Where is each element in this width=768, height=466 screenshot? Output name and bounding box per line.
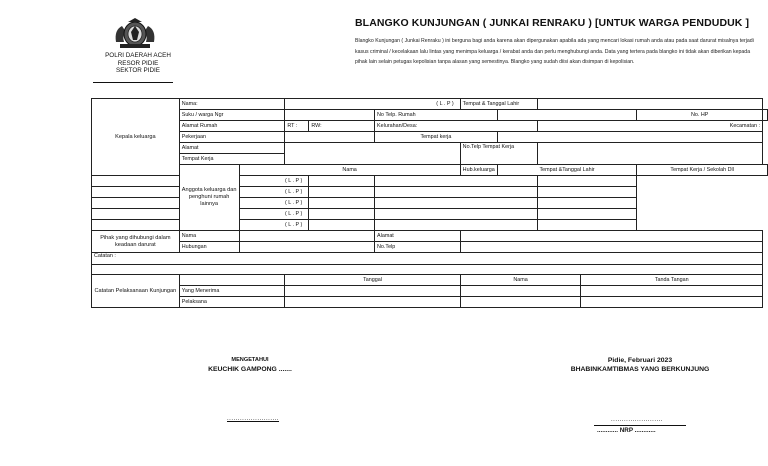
field-anggota-nama[interactable]: [92, 176, 309, 187]
field-anggota-nama[interactable]: [92, 220, 309, 231]
field-alamat-kerja[interactable]: [285, 143, 460, 165]
field-pekerjaan[interactable]: [285, 132, 375, 143]
sex-mark: ( L . P ): [284, 222, 303, 228]
section-kontak-darurat: Pihak yang dihubungi dalam keadaan darurat: [92, 231, 180, 253]
label-alamat-kerja: Alamat: [179, 143, 285, 154]
sex-mark: ( L . P ): [284, 189, 303, 195]
field-tempat-kerja[interactable]: [497, 132, 762, 143]
row-yang-menerima: [92, 286, 768, 297]
field-ttd-pelaksana[interactable]: [581, 297, 763, 308]
row-pekerjaan: [92, 132, 768, 143]
field-ttd-menerima[interactable]: [581, 286, 763, 297]
header-ttl: Tempat &Tanggal Lahir: [497, 165, 637, 176]
row-catatan-space: [92, 265, 768, 275]
field-anggota-ttl[interactable]: [375, 198, 538, 209]
field-anggota-kerja[interactable]: [537, 209, 637, 220]
field-suku[interactable]: [285, 110, 375, 121]
label-telp-kerja: No.Telp Tempat Kerja: [460, 143, 537, 165]
signature-left-line[interactable]: ........................: [227, 416, 280, 422]
label-catatan: Catatan :: [92, 253, 763, 265]
label-pelaksana: Pelaksana: [179, 297, 285, 308]
org-underline: [93, 82, 173, 83]
field-nama-menerima[interactable]: [460, 286, 581, 297]
label-yang-menerima: Yang Menerima: [179, 286, 285, 297]
section-kepala-keluarga: Kepala keluarga: [92, 99, 180, 176]
field-anggota-nama[interactable]: [92, 209, 309, 220]
field-anggota-ttl[interactable]: [375, 209, 538, 220]
keuchik-label: KEUCHIK GAMPONG .......: [208, 366, 292, 373]
field-ttl[interactable]: [537, 99, 762, 110]
sex-mark: ( L . P ): [284, 178, 303, 184]
field-anggota-kerja[interactable]: [537, 220, 637, 231]
field-anggota-kerja[interactable]: [537, 198, 637, 209]
sex-mark: ( L . P ): [436, 101, 454, 107]
label-suku: Suku / warga Ngr: [179, 110, 285, 121]
field-anggota-kerja[interactable]: [537, 187, 637, 198]
field-nama[interactable]: [285, 99, 460, 110]
intro-paragraph: Blangko Kunjungan ( Junkai Renraku ) ini berguna bagi anda karena akan dipergunakan apabila ada yang mencari lokasi rumah anda atau pada saat darurat misalnya terjadi kasus criminal / kecelakaan lalu lintas yang menimpa keluarga / kerabat anda dan perlu menghubungi anda. Data yang tertera pada blangko ini tidak akan diberikan kepada pihak lain selain petugas kepolisian tanpa alasan yang semestinya. Blangko yang sudah diisi akan disimpan di kepolisian.: [355, 38, 754, 65]
row-catatan: [92, 253, 768, 265]
field-tanggal-pelaksana[interactable]: [285, 297, 460, 308]
field-nama-pelaksana[interactable]: [460, 297, 581, 308]
field-telp-kerja[interactable]: [537, 143, 762, 165]
row-suku: [92, 110, 768, 121]
row-alamat-rumah: [92, 121, 768, 132]
police-emblem-logo: [112, 18, 158, 50]
label-rt: RT :: [285, 121, 309, 132]
header-tanggal: Tanggal: [285, 275, 460, 286]
field-anggota-hub[interactable]: [309, 209, 375, 220]
header-nama: Nama: [239, 165, 460, 176]
row-alamat-kerja-1: [92, 143, 768, 154]
signature-left-block: [160, 356, 340, 374]
field-tanggal-menerima[interactable]: [285, 286, 460, 297]
label-telp-rumah: No Telp. Rumah: [375, 110, 498, 121]
org-line: RESOR PIDIE: [117, 59, 159, 67]
label-tempat-kerja: Tempat kerja: [375, 132, 498, 143]
organization-block: [82, 52, 194, 75]
section-anggota-keluarga: Anggota keluarga dan penghuni rumah lainnya: [179, 165, 239, 231]
label-darurat-alamat: Alamat: [375, 231, 461, 242]
field-darurat-telp[interactable]: [460, 242, 762, 253]
row-darurat-hubungan: [92, 242, 768, 253]
label-nama: Nama:: [179, 99, 285, 110]
header-hub-keluarga: Hub.keluarga: [460, 165, 497, 176]
row-pelaksana: [92, 297, 768, 308]
section-pelaksanaan: Catatan Pelaksanaan Kunjungan: [92, 275, 180, 308]
place-date-label: Pidie, Februari 2023: [607, 357, 673, 364]
label-darurat-nama: Nama: [179, 231, 239, 242]
field-anggota-hub[interactable]: [309, 220, 375, 231]
row-nama: [92, 99, 768, 110]
sex-mark: ( L . P ): [284, 200, 303, 206]
label-kelurahan: Kelurahan/Desa:: [375, 121, 538, 132]
header-nama-pelaksana: Nama: [460, 275, 581, 286]
signature-right-name[interactable]: ........................: [611, 417, 664, 423]
field-darurat-alamat[interactable]: [460, 231, 762, 242]
label-hp: No. HP: [637, 110, 763, 121]
field-hp[interactable]: [763, 110, 768, 121]
field-anggota-kerja[interactable]: [537, 176, 637, 187]
row-darurat-nama: [92, 231, 768, 242]
sex-mark: ( L . P ): [284, 211, 303, 217]
label-tempat-kerja-2: Tempat Kerja: [179, 154, 285, 165]
bhabinkamtibmas-label: BHABINKAMTIBMAS YANG BERKUNJUNG: [570, 366, 710, 373]
field-darurat-hubungan[interactable]: [239, 242, 374, 253]
signature-right-block: [520, 356, 760, 374]
label-kecamatan: Kecamatan :: [537, 121, 762, 132]
signature-right-underline: [594, 425, 686, 426]
org-line: POLRI DAERAH ACEH: [105, 52, 171, 59]
row-pelaksanaan-header: [92, 275, 768, 286]
field-darurat-nama[interactable]: [239, 231, 374, 242]
field-catatan[interactable]: [92, 265, 763, 275]
field-anggota-hub[interactable]: [309, 198, 375, 209]
anggota-row: [92, 209, 768, 220]
label-alamat-rumah: Alamat Rumah: [179, 121, 285, 132]
label-ttl: Tempat & Tanggal Lahir: [460, 99, 537, 110]
header-tanda-tangan: Tanda Tangan: [581, 275, 763, 286]
mengetahui-label: MENGETAHUI: [231, 357, 269, 363]
label-rw: RW:: [309, 121, 375, 132]
signature-right-nrp: ............ NRP ............: [597, 427, 656, 434]
visit-form-table: [91, 98, 768, 308]
anggota-row: [92, 176, 768, 187]
field-anggota-hub[interactable]: [309, 187, 375, 198]
field-telp-rumah[interactable]: [497, 110, 637, 121]
form-title: BLANGKO KUNJUNGAN ( JUNKAI RENRAKU ) [UNTUK WARGA PENDUDUK ]: [355, 17, 750, 29]
label-pekerjaan: Pekerjaan: [179, 132, 285, 143]
anggota-row: [92, 220, 768, 231]
header-tempat-kerja-sekolah: Tempat Kerja / Sekolah Dll: [637, 165, 768, 176]
field-anggota-ttl[interactable]: [375, 220, 538, 231]
field-anggota-hub[interactable]: [309, 176, 375, 187]
label-darurat-hubungan: Hubungan: [179, 242, 239, 253]
blank-header: [179, 275, 285, 286]
field-anggota-ttl[interactable]: [375, 187, 538, 198]
field-anggota-ttl[interactable]: [375, 176, 538, 187]
org-line: SEKTOR PIDIE: [116, 67, 160, 75]
row-anggota-header: [92, 165, 768, 176]
label-darurat-telp: No.Telp: [375, 242, 461, 253]
